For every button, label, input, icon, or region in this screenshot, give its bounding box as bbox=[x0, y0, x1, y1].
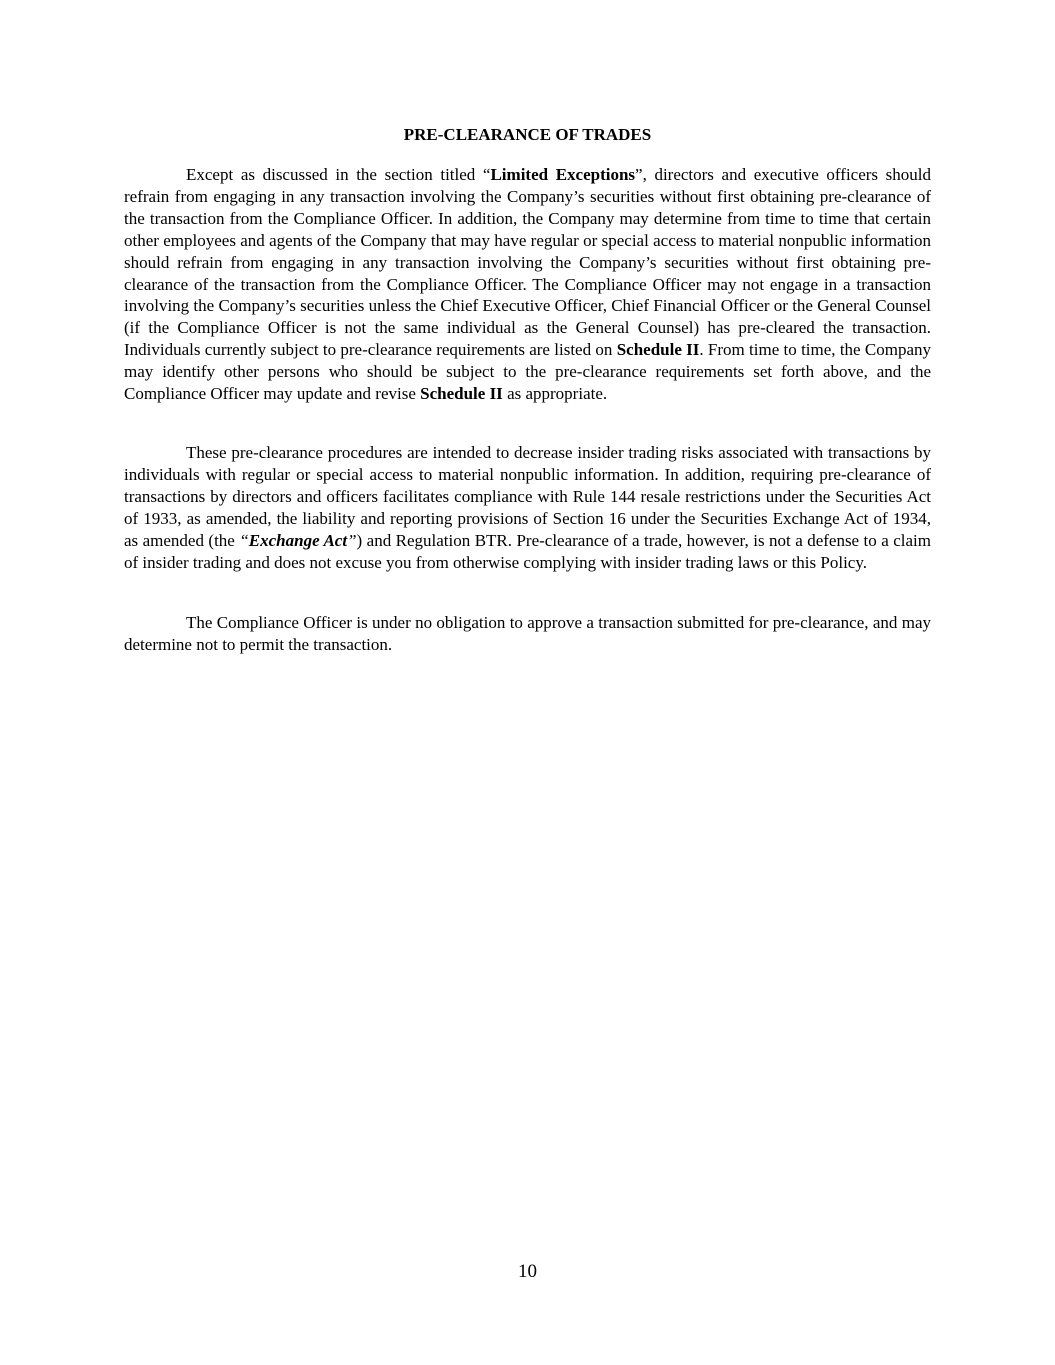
paragraph-text bbox=[124, 442, 931, 573]
exchange-act-term: Exchange Act bbox=[248, 530, 348, 550]
quote-close: ” bbox=[347, 530, 357, 550]
quote-open: “ bbox=[239, 530, 249, 550]
paragraph-no-obligation bbox=[124, 612, 931, 656]
text-run: . From time to time, the Company may identify other persons who should be subject to the pre-clearance requirements set forth above, and the Compliance Officer may update and revise bbox=[124, 340, 931, 404]
schedule-ii-reference: Schedule II bbox=[616, 340, 700, 360]
paragraph-pre-clearance-requirements bbox=[124, 164, 931, 405]
text-run: ”, directors and executive officers should refrain from engaging in any transaction involving the Company’s securities without first obtaining pre-clearance of the transaction from the Compliance Officer. In addition, the Company may determine from time to time that certain other employees and agents of the Company that may have regular or special access to material nonpublic information should refrain from engaging in any transaction involving the Company’s securities without first obtaining pre-clearance of the transaction from the Compliance Officer. The Compliance Officer may not engage in a transaction involving the Company’s securities unless the Chief Executive Officer, Chief Financial Officer or the General Counsel (if the Compliance Officer is not the same individual as the General Counsel) has pre-cleared the transaction. Individuals currently subject to pre-clearance requirements are listed on bbox=[124, 165, 931, 360]
paragraph-procedures-purpose bbox=[124, 442, 931, 573]
schedule-ii-reference: Schedule II bbox=[420, 384, 503, 404]
text-run: These pre-clearance procedures are intended to decrease insider trading risks associated with transactions by individuals with regular or special access to material nonpublic information. In addition, requiring pre-clearance of transactions by directors and officers facilitates compliance with Rule 144 resale restrictions under the Securities Act of 1933, as amended, the liability and reporting provisions of Section 16 under the Securities Exchange Act of 1934, as amended (the bbox=[124, 443, 931, 550]
paragraph-text bbox=[124, 612, 931, 656]
text-run: Except as discussed in the section titled “ bbox=[186, 165, 491, 184]
paragraph-text bbox=[124, 164, 931, 405]
page-number: 10 bbox=[518, 1261, 537, 1282]
text-run: The Compliance Officer is under no obligation to approve a transaction submitted for pre-clearance, and may determine not to permit the transaction. bbox=[124, 613, 931, 654]
text-run: ) and Regulation BTR. Pre-clearance of a trade, however, is not a defense to a claim of insider trading and does not excuse you from otherwise complying with insider trading laws or this Policy. bbox=[124, 530, 931, 572]
text-run: as appropriate. bbox=[502, 384, 608, 404]
section-heading: PRE-CLEARANCE OF TRADES bbox=[403, 125, 652, 144]
limited-exceptions-reference: Limited Exceptions bbox=[490, 165, 636, 184]
